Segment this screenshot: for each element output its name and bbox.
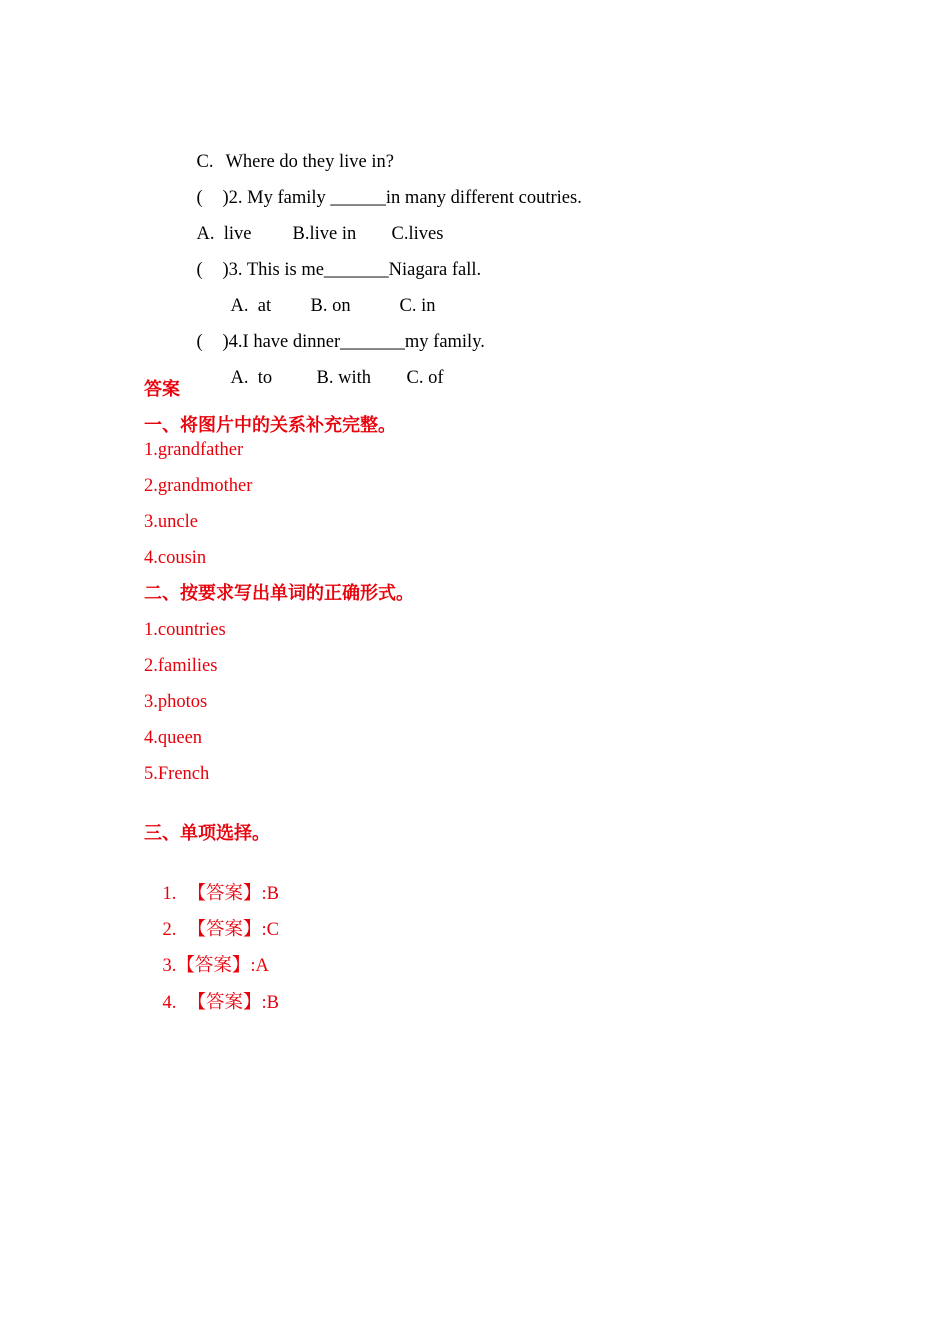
answer-item: 4.queen [144,728,203,748]
answer-item: 1.countries [144,620,226,640]
item-number: 4. [162,993,177,1013]
answer-item: 2.families [144,656,218,676]
answer-item: 1.grandfather [144,440,244,460]
answer-paren-open: ( [196,332,203,352]
answer-label: 【答案】 [187,993,262,1013]
option-c: C.lives [391,224,444,244]
answer-item: 3.photos [144,692,208,712]
answer-value: :A [250,956,269,976]
answer-paren-open: ( [196,188,203,208]
item-number: 2. [162,920,177,940]
option-c: C. of [406,368,444,388]
question-4-options [212,342,444,414]
option-c: C. in [399,296,436,316]
answer-paren-close: ) [222,188,229,208]
section-3-title: 三、单项选择。 [144,823,270,844]
answer-item [144,967,279,1039]
section-1-title: 一、将图片中的关系补充完整。 [144,415,396,436]
answer-value: :C [261,920,279,940]
answer-value: :B [261,993,279,1013]
option-text: Where do they live in? [225,152,394,172]
answers-heading: 答案 [144,379,180,400]
option-a: A. to [230,368,273,388]
answer-paren-close: ) [222,332,229,352]
item-number: 3. [162,956,177,976]
option-label: C. [196,152,214,172]
question-stem: 2. My family ______in many different coutries. [228,188,582,208]
option-a: A. live [196,224,252,244]
answer-paren-open: ( [196,260,203,280]
answer-value: :B [261,884,279,904]
option-b: B. with [316,368,371,388]
question-stem: 3. This is me_______Niagara fall. [228,260,482,280]
answer-item: 5.French [144,764,210,784]
answer-item: 4.cousin [144,548,207,568]
answer-paren-close: ) [222,260,229,280]
answer-item: 3.uncle [144,512,198,532]
answer-label: 【答案】 [187,920,262,940]
option-b: B. on [310,296,351,316]
answer-label: 【答案】 [187,884,262,904]
section-2-title: 二、按要求写出单词的正确形式。 [144,583,414,604]
option-a: A. at [230,296,272,316]
answer-label: 【答案】 [176,956,251,976]
question-stem: 4.I have dinner_______my family. [228,332,485,352]
item-number: 1. [162,884,177,904]
answer-item: 2.grandmother [144,476,253,496]
option-b: B.live in [292,224,357,244]
